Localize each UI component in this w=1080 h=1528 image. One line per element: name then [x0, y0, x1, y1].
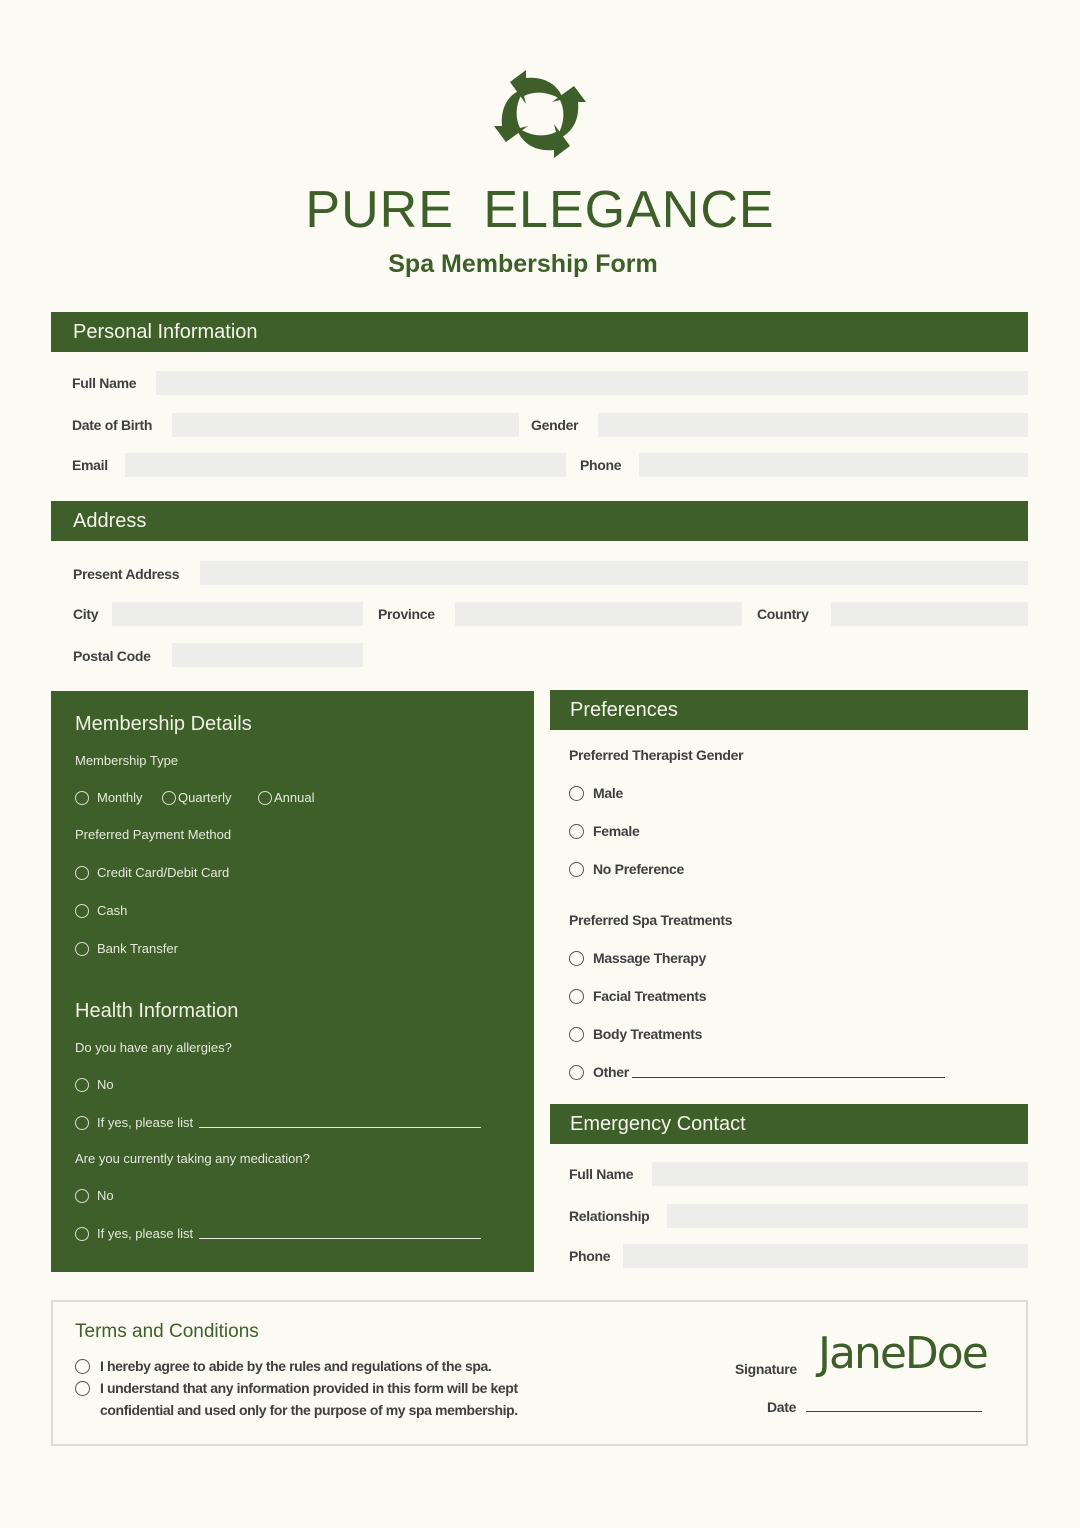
section-title: Emergency Contact	[570, 1112, 746, 1135]
radio-icon	[75, 866, 89, 880]
payment-bank-option[interactable]	[75, 941, 178, 956]
relationship-label: Relationship	[569, 1208, 650, 1224]
radio-icon	[75, 1078, 89, 1092]
present-address-label: Present Address	[73, 566, 180, 582]
form-subtitle: Spa Membership Form	[388, 250, 658, 278]
phone-field[interactable]	[639, 453, 1028, 477]
option-label: Massage Therapy	[593, 950, 706, 966]
radio-icon	[75, 904, 89, 918]
date-label: Date	[767, 1399, 797, 1415]
radio-icon	[569, 1027, 584, 1042]
city-label: City	[73, 606, 99, 622]
postal-code-field[interactable]	[172, 643, 363, 667]
medication-no-option[interactable]	[75, 1188, 114, 1203]
postal-code-label: Postal Code	[73, 648, 151, 664]
option-label: Credit Card/Debit Card	[97, 865, 230, 880]
section-title: Address	[73, 509, 147, 532]
option-label: Body Treatments	[593, 1026, 703, 1042]
terms-confidential-option[interactable]	[75, 1380, 518, 1396]
option-label: Male	[593, 785, 623, 801]
medication-question: Are you currently taking any medication?	[75, 1151, 310, 1166]
option-label: If yes, please list	[97, 1115, 194, 1130]
radio-icon	[569, 989, 584, 1004]
radio-icon	[569, 951, 584, 966]
radio-icon	[75, 1189, 89, 1203]
terms-line-2: I understand that any information provided in this form will be kept	[100, 1380, 518, 1396]
radio-icon	[75, 1227, 89, 1241]
payment-method-label: Preferred Payment Method	[75, 827, 232, 842]
dob-field[interactable]	[172, 413, 519, 437]
membership-title: Membership Details	[75, 713, 252, 735]
address-header	[51, 501, 1028, 541]
option-label: Facial Treatments	[593, 988, 707, 1004]
brand-title: PURE ELEGANCE	[305, 181, 775, 239]
email-field[interactable]	[125, 453, 566, 477]
membership-health-panel	[51, 691, 534, 1272]
membership-quarterly-option[interactable]	[162, 790, 231, 805]
full-name-field[interactable]	[156, 371, 1028, 395]
full-name-label: Full Name	[72, 375, 137, 391]
gender-field[interactable]	[598, 413, 1028, 437]
option-label: Bank Transfer	[97, 941, 178, 956]
radio-icon	[569, 862, 584, 877]
payment-cash-option[interactable]	[75, 903, 127, 918]
option-label: Other	[593, 1064, 629, 1080]
gender-label: Gender	[531, 417, 579, 433]
medication-list-line[interactable]	[199, 1238, 481, 1239]
personal-info-header	[51, 312, 1028, 352]
terms-agree-option[interactable]	[75, 1358, 491, 1374]
radio-icon	[75, 1116, 89, 1130]
option-label: No	[97, 1188, 114, 1203]
option-label: Annual	[274, 790, 315, 805]
membership-monthly-option[interactable]	[75, 790, 143, 805]
health-title: Health Information	[75, 1000, 239, 1022]
option-label: No	[97, 1077, 114, 1092]
radio-icon	[569, 786, 584, 801]
therapist-female-option[interactable]	[569, 823, 639, 839]
country-field[interactable]	[831, 602, 1028, 626]
emergency-phone-label: Phone	[569, 1248, 611, 1264]
payment-card-option[interactable]	[75, 865, 229, 880]
country-label: Country	[757, 606, 809, 622]
membership-type-label: Membership Type	[75, 753, 179, 768]
signature-label: Signature	[735, 1361, 797, 1377]
radio-icon	[569, 824, 584, 839]
option-label: No Preference	[593, 861, 685, 877]
radio-icon	[75, 1381, 90, 1396]
option-label: If yes, please list	[97, 1226, 194, 1241]
emergency-name-label: Full Name	[569, 1166, 634, 1182]
therapist-nopref-option[interactable]	[569, 861, 684, 877]
therapist-gender-label: Preferred Therapist Gender	[569, 747, 744, 763]
dob-label: Date of Birth	[72, 417, 153, 433]
preferences-header	[550, 690, 1028, 730]
allergies-list-line[interactable]	[199, 1127, 481, 1128]
emergency-phone-field[interactable]	[623, 1244, 1028, 1268]
province-label: Province	[378, 606, 435, 622]
section-title: Personal Information	[73, 320, 258, 343]
membership-annual-option[interactable]	[258, 790, 314, 805]
radio-icon	[75, 1359, 90, 1374]
option-label: Female	[593, 823, 640, 839]
radio-icon	[569, 1065, 584, 1080]
present-address-field[interactable]	[200, 561, 1028, 585]
swirl-logo-icon	[490, 66, 590, 162]
signature-value[interactable]: JaneDoe	[818, 1328, 987, 1379]
treatment-body-option[interactable]	[569, 1026, 702, 1042]
allergies-yes-option[interactable]	[75, 1115, 193, 1130]
spa-treatments-label: Preferred Spa Treatments	[569, 912, 733, 928]
option-label: Monthly	[97, 790, 143, 805]
medication-yes-option[interactable]	[75, 1226, 193, 1241]
city-field[interactable]	[112, 602, 363, 626]
emergency-name-field[interactable]	[652, 1162, 1028, 1186]
terms-line-1: I hereby agree to abide by the rules and regulations of the spa.	[100, 1358, 492, 1374]
radio-icon	[162, 791, 176, 805]
phone-label: Phone	[580, 457, 622, 473]
date-line[interactable]	[806, 1411, 982, 1412]
terms-title: Terms and Conditions	[75, 1321, 259, 1342]
province-field[interactable]	[455, 602, 742, 626]
terms-line-2-cont: confidential and used only for the purpose of my spa membership.	[100, 1402, 518, 1418]
radio-icon	[258, 791, 272, 805]
radio-icon	[75, 942, 89, 956]
email-label: Email	[72, 457, 108, 473]
section-title: Preferences	[570, 698, 678, 721]
treatment-facial-option[interactable]	[569, 988, 706, 1004]
emergency-header	[550, 1104, 1028, 1144]
other-treatment-line[interactable]	[632, 1077, 945, 1078]
therapist-male-option[interactable]	[569, 785, 623, 801]
relationship-field[interactable]	[667, 1204, 1028, 1228]
radio-icon	[75, 791, 89, 805]
treatment-other-option[interactable]	[569, 1064, 629, 1080]
option-label: Cash	[97, 903, 128, 918]
option-label: Quarterly	[178, 790, 232, 805]
treatment-massage-option[interactable]	[569, 950, 706, 966]
allergies-no-option[interactable]	[75, 1077, 114, 1092]
allergies-question: Do you have any allergies?	[75, 1040, 232, 1055]
